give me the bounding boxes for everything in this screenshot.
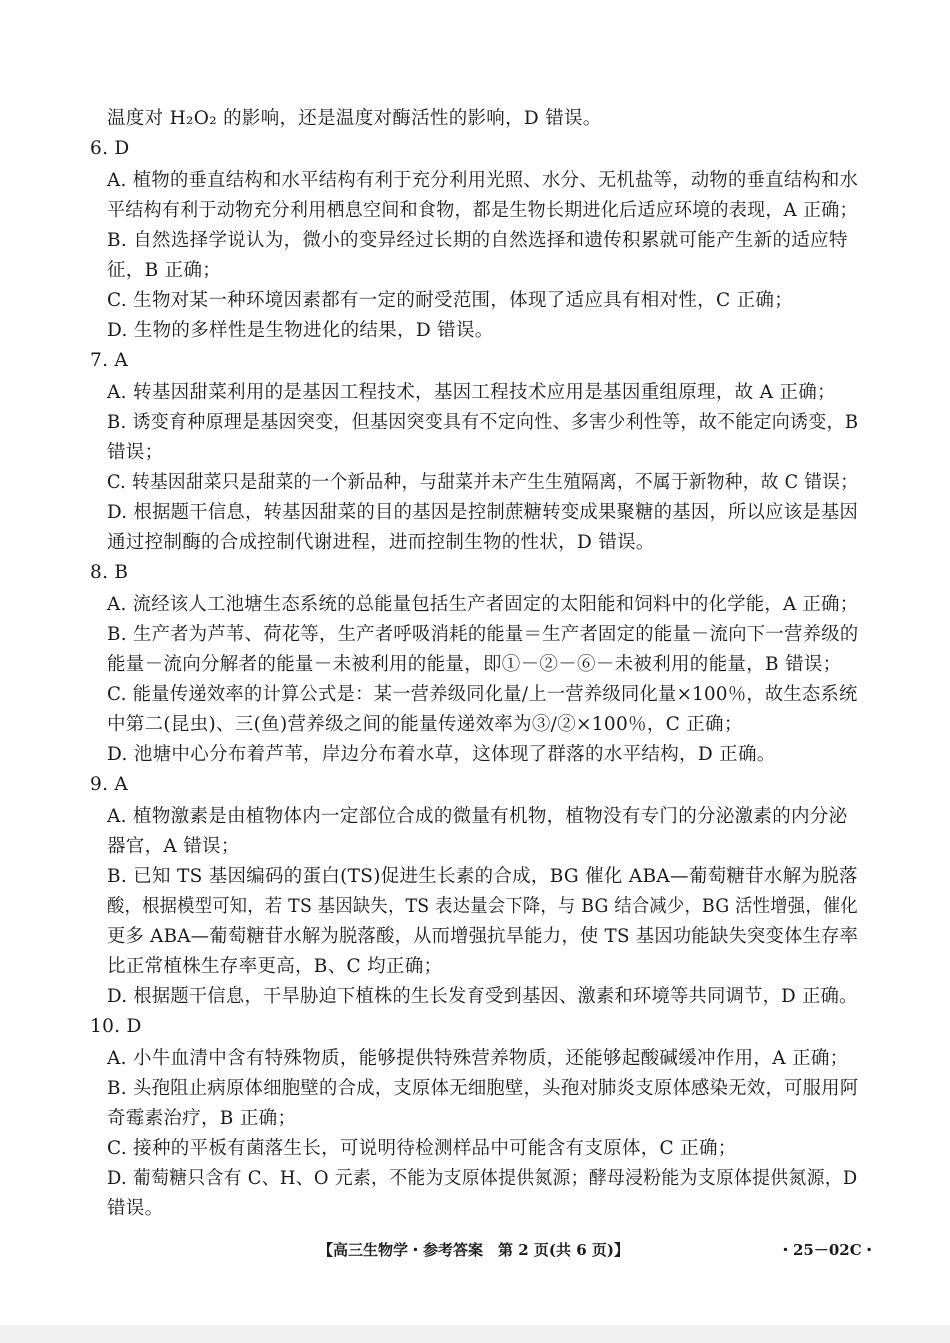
q8-option-a: A. 流经该人工池塘生态系统的总能量包括生产者固定的太阳能和饲料中的化学能，A 正确； — [107, 594, 859, 615]
q10-option-d-cont: 错误。 — [107, 1198, 164, 1219]
q10-option-b-cont: 奇霉素治疗，B 正确； — [107, 1108, 297, 1129]
q6-option-c: C. 生物对某一种环境因素都有一定的耐受范围，体现了适应具有相对性，C 正确； — [107, 290, 793, 311]
q10-option-c: C. 接种的平板有菌落生长，可说明待检测样品中可能含有支原体，C 正确； — [107, 1138, 737, 1159]
question-8-answer: 8. B — [90, 562, 129, 583]
q7-option-c: C. 转基因甜菜只是甜菜的一个新品种，与甜菜并未产生生殖隔离，不属于新物种，故 C 错误； — [107, 472, 859, 493]
q6-option-b: B. 自然选择学说认为，微小的变异经过长期的自然选择和遗传积累就可能产生新的适应特 — [107, 230, 848, 251]
q9-option-d: D. 根据题干信息，干旱胁迫下植株的生长发育受到基因、激素和环境等共同调节，D 正确。 — [107, 986, 858, 1007]
q9-option-b-cont-3: 比正常植株生存率更高，B、C 均正确； — [107, 956, 443, 977]
q8-option-c-cont: 中第二(昆虫)、三(鱼)营养级之间的能量传递效率为③/②×100％，C 正确； — [107, 714, 743, 735]
question-10-answer: 10. D — [90, 1016, 142, 1037]
q9-option-a-cont: 器官，A 错误； — [107, 836, 240, 857]
q8-option-d: D. 池塘中心分布着芦苇，岸边分布着水草，这体现了群落的水平结构，D 正确。 — [107, 744, 776, 765]
q10-option-b: B. 头孢阻止病原体细胞壁的合成，支原体无细胞壁，头孢对肺炎支原体感染无效，可服用阿 — [107, 1078, 859, 1099]
question-9-answer: 9. A — [90, 774, 129, 795]
footer-title: 【高三生物学・参考答案 第 2 页(共 6 页)】 — [318, 1241, 629, 1259]
question-7-answer: 7. A — [90, 350, 129, 371]
footer-code: ・25－02C・ — [778, 1241, 877, 1259]
q7-option-a: A. 转基因甜菜利用的是基因工程技术，基因工程技术应用是基因重组原理，故 A 正确； — [107, 382, 836, 403]
page-footer — [0, 1230, 950, 1270]
q8-option-c: C. 能量传递效率的计算公式是：某一营养级同化量/上一营养级同化量×100％，故生态系统 — [107, 684, 858, 705]
q10-option-a: A. 小牛血清中含有特殊物质，能够提供特殊营养物质，还能够起酸碱缓冲作用，A 正确； — [107, 1048, 849, 1069]
q7-option-b-cont: 错误； — [107, 442, 164, 463]
q9-option-b-cont-1: 酸，根据模型可知，若 TS 基因缺失，TS 表达量会下降，与 BG 结合减少，BG 活性增强，催化 — [107, 896, 858, 917]
q6-option-d: D. 生物的多样性是生物进化的结果，D 错误。 — [107, 320, 494, 341]
q8-option-b: B. 生产者为芦苇、荷花等，生产者呼吸消耗的能量＝生产者固定的能量－流向下一营养级的 — [107, 624, 859, 645]
q9-option-a: A. 植物激素是由植物体内一定部位合成的微量有机物，植物没有专门的分泌激素的内分泌 — [107, 806, 848, 827]
q9-option-b: B. 已知 TS 基因编码的蛋白(TS)促进生长素的合成，BG 催化 ABA—葡萄糖苷水解为脱落 — [107, 866, 858, 887]
q6-option-a: A. 植物的垂直结构和水平结构有利于充分利用光照、水分、无机盐等，动物的垂直结构和水 — [107, 170, 859, 191]
q7-option-d: D. 根据题干信息，转基因甜菜的目的基因是控制蔗糖转变成果聚糖的基因，所以应该是基因 — [107, 502, 859, 523]
q8-option-b-cont: 能量－流向分解者的能量－未被利用的能量，即①－②－⑥－未被利用的能量，B 错误； — [107, 654, 842, 675]
q10-option-d: D. 葡萄糖只含有 C、H、O 元素，不能为支原体提供氮源；酵母浸粉能为支原体提供氮源，D — [107, 1168, 858, 1189]
question-6-answer: 6. D — [90, 138, 130, 159]
q6-option-a-cont: 平结构有利于动物充分利用栖息空间和食物，都是生物长期进化后适应环境的表现，A 正确； — [107, 200, 858, 221]
q7-option-d-cont: 通过控制酶的合成控制代谢进程，进而控制生物的性状，D 错误。 — [107, 532, 655, 553]
q9-option-b-cont-2: 更多 ABA—葡萄糖苷水解为脱落酸，从而增强抗旱能力，使 TS 基因功能缺失突变体生存率 — [107, 926, 859, 947]
q6-option-b-cont: 征，B 正确； — [107, 260, 222, 281]
bottom-edge-band — [0, 1325, 950, 1343]
q7-option-b: B. 诱变育种原理是基因突变，但基因突变具有不定向性、多害少利性等，故不能定向诱变，B — [107, 412, 859, 433]
continued-text: 温度对 H₂O₂ 的影响，还是温度对酶活性的影响，D 错误。 — [107, 108, 602, 129]
